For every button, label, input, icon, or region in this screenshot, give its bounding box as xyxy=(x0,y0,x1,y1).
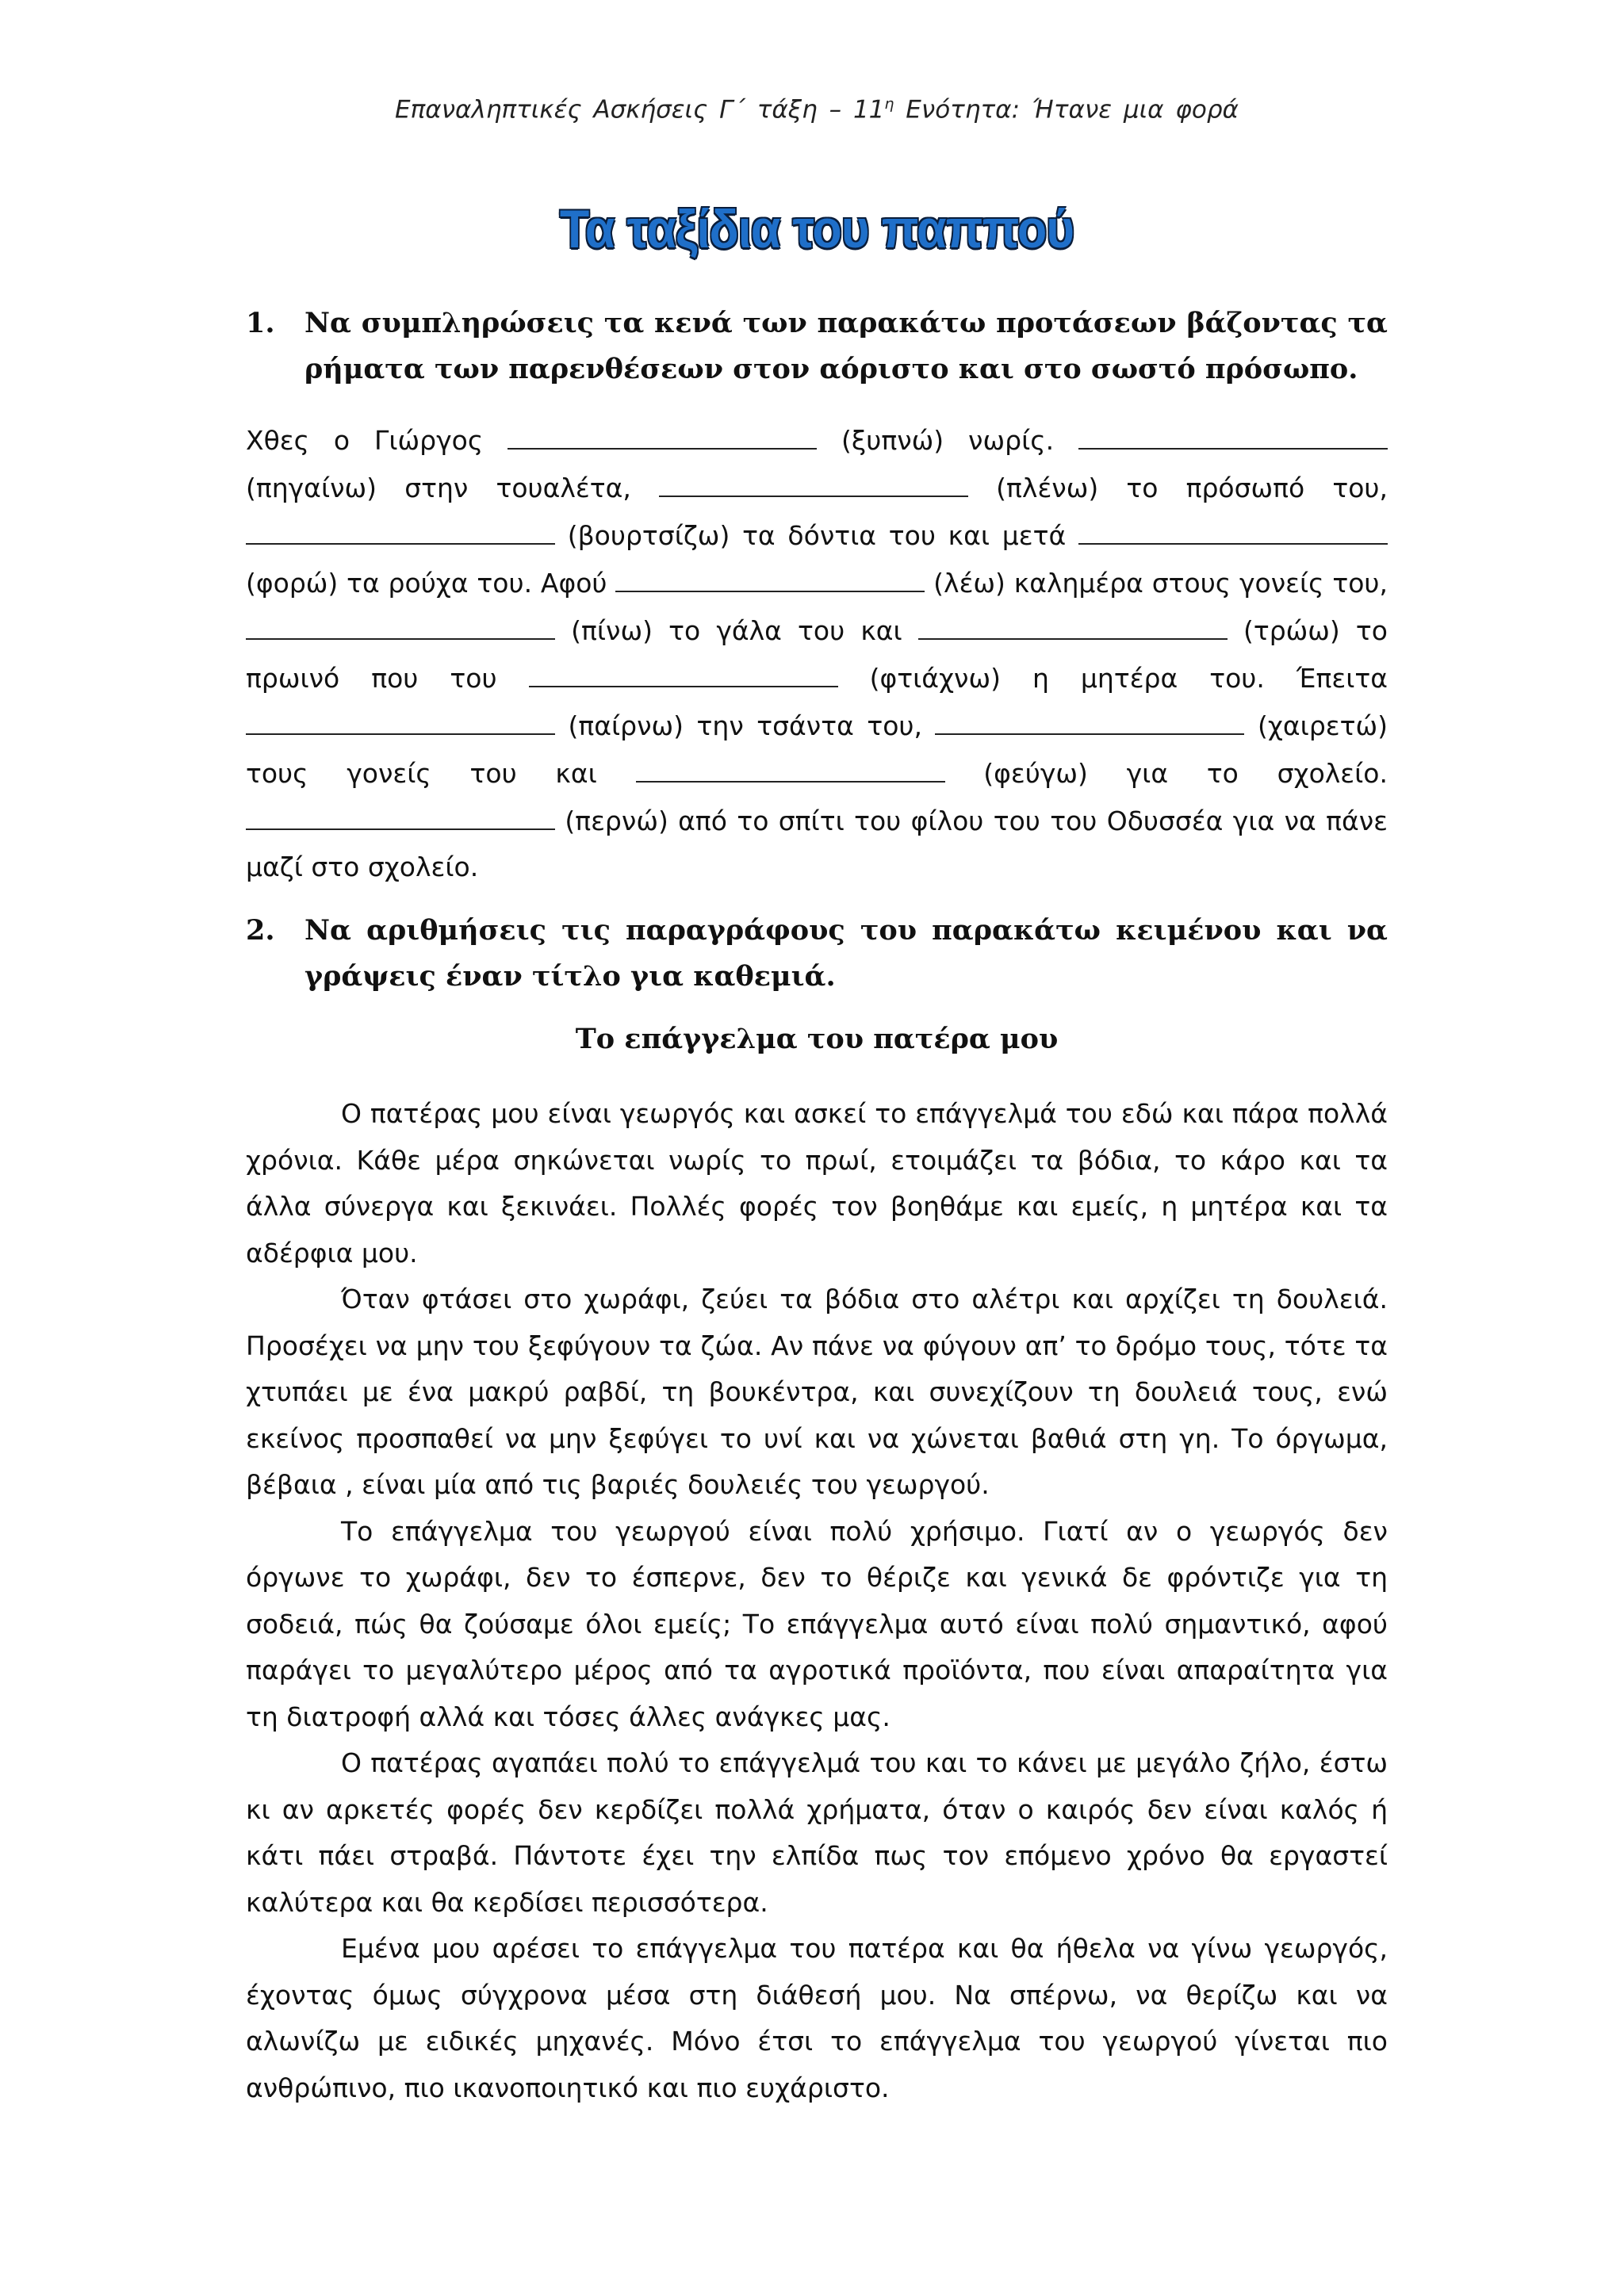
blank-2[interactable] xyxy=(1078,416,1388,450)
blank-1[interactable] xyxy=(508,416,817,450)
blank-6[interactable] xyxy=(615,559,925,592)
story-paragraph-5: Εμένα μου αρέσει το επάγγελμα του πατέρα και θα ήθελα να γίνω γεωργός, έχοντας όμως σύγχρονα μέσα στη διάθεσή μου. Να σπέρνω, να θερίζω και να αλωνίζω με ειδικές μηχανές. Μόνο έτσι το επάγγελμα του γεωργού γίνεται πιο ανθρώπινο, πιο ικανοποιητικό και πιο ευχάριστο. xyxy=(246,1933,1388,2103)
header-text: Επαναληπτικές Ασκήσεις Γ΄ τάξη – 11 xyxy=(395,95,885,124)
fill-text-segment: (λέω) καλημέρα στους γονείς του, xyxy=(925,568,1388,599)
fill-text-segment: (περνώ) από το σπίτι του φίλου του του Οδυσσέα για να πάνε μαζί στο σχολείο. xyxy=(246,806,1388,882)
blank-11[interactable] xyxy=(935,702,1244,735)
exercise-1-number: 1. xyxy=(246,307,275,339)
blank-13[interactable] xyxy=(246,797,555,830)
story-text xyxy=(246,1091,1388,2111)
story-title: Το επάγγελμα του πατέρα μου xyxy=(575,1023,1059,1055)
fill-text-segment: (φορώ) τα ρούχα του. Αφού xyxy=(246,568,616,599)
blank-9[interactable] xyxy=(529,654,838,687)
fill-text-segment: Χθες ο Γιώργος xyxy=(246,425,508,456)
blank-12[interactable] xyxy=(636,749,945,783)
exercise-1-instruction xyxy=(246,300,1388,392)
blank-10[interactable] xyxy=(246,702,555,735)
fill-in-paragraph xyxy=(246,416,1388,890)
fill-text-segment: (παίρνω) την τσάντα του, xyxy=(555,710,936,741)
fill-text-segment: (χαιρετώ) τους γονείς του και xyxy=(246,710,1388,789)
story-paragraph-4: Ο πατέρας αγαπάει πολύ το επάγγελμά του και το κάνει με μεγάλο ζήλο, έστω κι αν αρκετές φορές δεν κερδίζει πολλά χρήματα, όταν ο καιρός δεν είναι καλός ή κάτι πάει στραβά. Πάντοτε έχει την ελπίδα πως τον επόμενο χρόνο θα εργαστεί καλύτερα και θα κερδίσει περισσότερα. xyxy=(246,1747,1388,1918)
story-paragraph-1: Ο πατέρας μου είναι γεωργός και ασκεί το επάγγελμά του εδώ και πάρα πολλά χρόνια. Κάθε μέρα σηκώνεται νωρίς το πρωί, ετοιμάζει τα βόδια, το κάρο και τα άλλα σύνεργα και ξεκινάει. Πολλές φορές τον βοηθάμε και εμείς, η μητέρα και τα αδέρφια μου. xyxy=(246,1098,1388,1269)
fill-text-segment: (ξυπνώ) νωρίς. xyxy=(817,425,1078,456)
exercise-2-instruction xyxy=(246,908,1388,1000)
worksheet-title: Τα ταξίδια του παππού xyxy=(559,199,1074,259)
fill-text-segment: (τρώω) το πρωινό που του xyxy=(246,615,1388,694)
exercise-2-text: Να αριθμήσεις τις παραγράφους του παρακάτω κειμένου και να γράψεις έναν τίτλο για καθεμιά. xyxy=(304,914,1388,993)
blank-5[interactable] xyxy=(1078,511,1388,545)
fill-text-segment: (βουρτσίζω) τα δόντια του και μετά xyxy=(555,520,1078,551)
exercise-2-number: 2. xyxy=(246,914,275,947)
exercise-1-text: Να συμπληρώσεις τα κενά των παρακάτω προτάσεων βάζοντας τα ρήματα των παρενθέσεων στον αόριστο και στο σωστό πρόσωπο. xyxy=(304,307,1388,385)
page-header xyxy=(246,95,1388,124)
blank-7[interactable] xyxy=(246,607,555,640)
blank-4[interactable] xyxy=(246,511,555,545)
story-paragraph-2: Όταν φτάσει στο χωράφι, ζεύει τα βόδια στο αλέτρι και αρχίζει τη δουλειά. Προσέχει να μην του ξεφύγουν τα ζώα. Αν πάνε να φύγουν απ’ το δρόμο τους, τότε τα χτυπάει με ένα μακρύ ραβδί, τη βουκέντρα, και συνεχίζουν τη δουλειά τους, ενώ εκείνος προσπαθεί να μην ξεφύγει το υνί και να χώνεται βαθιά στη γη. Το όργωμα, βέβαια , είναι μία από τις βαριές δουλειές του γεωργού. xyxy=(246,1284,1388,1500)
header-superscript: η xyxy=(884,95,894,113)
fill-text-segment: (πίνω) το γάλα του και xyxy=(555,615,918,646)
fill-text-segment: (φεύγω) για το σχολείο. xyxy=(944,758,1388,789)
fill-text-segment: (πλένω) το πρόσωπό του, xyxy=(968,473,1388,503)
fill-text-segment: (πηγαίνω) στην τουαλέτα, xyxy=(246,473,660,503)
story-paragraph-3: Το επάγγελμα του γεωργού είναι πολύ χρήσιμο. Γιατί αν ο γεωργός δεν όργωνε το χωράφι, δεν το έσπερνε, δεν το θέριζε και γενικά δε φρόντιζε για τη σοδειά, πώς θα ζούσαμε όλοι εμείς; Το επάγγελμα αυτό είναι πολύ σημαντικό, αφού παράγει το μεγαλύτερο μέρος από τα αγροτικά προϊόντα, που είναι απαραίτητα για τη διατροφή αλλά και τόσες άλλες ανάγκες μας. xyxy=(246,1515,1388,1732)
blank-8[interactable] xyxy=(918,607,1228,640)
blank-3[interactable] xyxy=(659,464,968,497)
header-text-end: Ενότητα: Ήτανε μια φορά xyxy=(894,95,1239,124)
fill-text-segment: (φτιάχνω) η μητέρα του. Έπειτα xyxy=(837,663,1388,694)
